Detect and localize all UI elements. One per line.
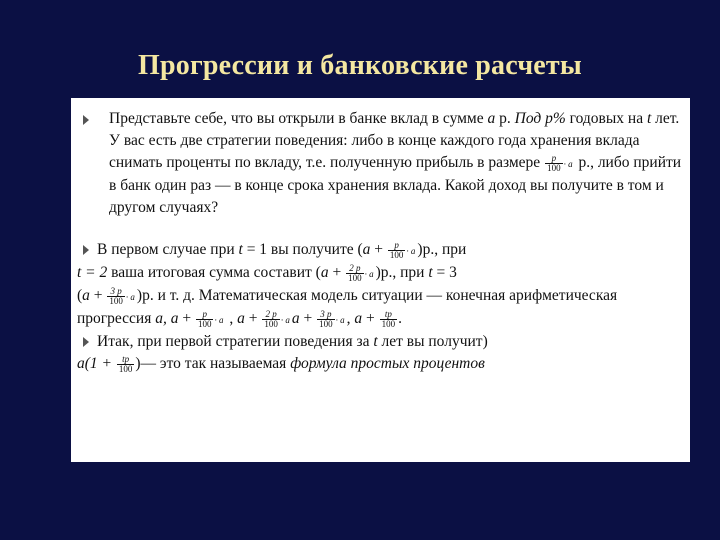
var-a: a [362,241,371,258]
text: = 1 вы получите ( [242,241,363,258]
italic-rate: Под p% [514,110,566,127]
var-a: a [82,287,90,304]
slide-content [71,98,690,462]
fraction-3p-over-100: $\frac{3 p}{100}$ [319,308,333,329]
text: + [89,287,107,304]
paragraph-first-case [77,239,684,331]
formula-name: формула простых процентов [290,355,485,372]
factor-a: · a [125,292,135,302]
var-a: a [354,310,363,327]
factor-a: · a [214,315,224,325]
text: )р., при [375,264,429,281]
fraction-p-over-100: $\frac{p}{100}$ [547,152,561,173]
formula-start: a(1 + [77,355,112,372]
var-a: a [237,310,245,327]
text: + [244,310,262,327]
factor-a: · a [364,269,374,279]
fraction-2p-over-100: $\frac{2 p}{100}$ [264,308,278,329]
text: р., либо прийти в банк один раз — в конце срока хранения вклада. Какой доход вы получите в том и другом случаях? [109,154,682,216]
var-t: t [238,241,243,258]
var-a: a [487,110,496,127]
factor-a: · a [280,315,290,325]
paragraph-conclusion [77,331,684,375]
bullet-arrow-icon [83,115,89,125]
text: . [398,310,402,327]
bullet-arrow-icon [83,337,89,347]
text: + [362,310,379,327]
text: , [346,310,355,327]
fraction-2p-over-100: $\frac{2 p}{100}$ [348,262,362,283]
text: лет вы получит) [377,333,488,350]
fraction-tp-over-100: $\frac{tp}{100}$ [381,308,396,329]
var-a: a [320,264,329,281]
text: , [225,310,238,327]
fraction-p-over-100: $\frac{p}{100}$ [197,308,212,329]
bullet-arrow-icon [83,245,89,255]
paragraph-problem [77,108,684,219]
factor-a: · a [406,246,416,256]
factor-a: · a [335,315,345,325]
var-t: t [646,110,652,127]
var-a: a [291,310,300,327]
sequence-start: a, a [155,310,179,327]
slide-title: Прогрессии и банковские расчеты [138,50,582,81]
text: )р., при [417,241,467,258]
text: )— это так называемая [135,355,291,372]
text: + [328,264,346,281]
factor-a: · a [563,159,573,169]
text: В первом случае при [97,241,239,258]
text: = 3 [432,264,457,281]
var-t2: t = 2 [77,264,108,281]
text: годовых на [565,110,647,127]
fraction-tp-over-100: $\frac{tp}{100}$ [118,353,133,374]
text: + [370,241,387,258]
text: р. [495,110,515,127]
fraction-3p-over-100: $\frac{3 p}{100}$ [109,285,123,306]
text: Представьте себе, что вы открыли в банке вклад в сумме [109,110,488,127]
text: + [299,310,317,327]
text: ваша итоговая сумма составит ( [107,264,321,281]
var-t: t [428,264,433,281]
var-t: t [373,333,378,350]
text: )р. и т. д. Математическая модель ситуации — конечная арифметическая прогрессия [77,287,618,327]
text: Итак, при первой стратегии поведения за [97,333,374,350]
text: ( [77,287,83,304]
fraction-p-over-100: $\frac{p}{100}$ [389,239,404,260]
text: + [178,310,195,327]
text: лет. У вас есть две стратегии поведения: либо в конце каждого года хранения вклада снимать проценты по вкладу, т.е. полученную прибыль в размере [109,110,680,171]
